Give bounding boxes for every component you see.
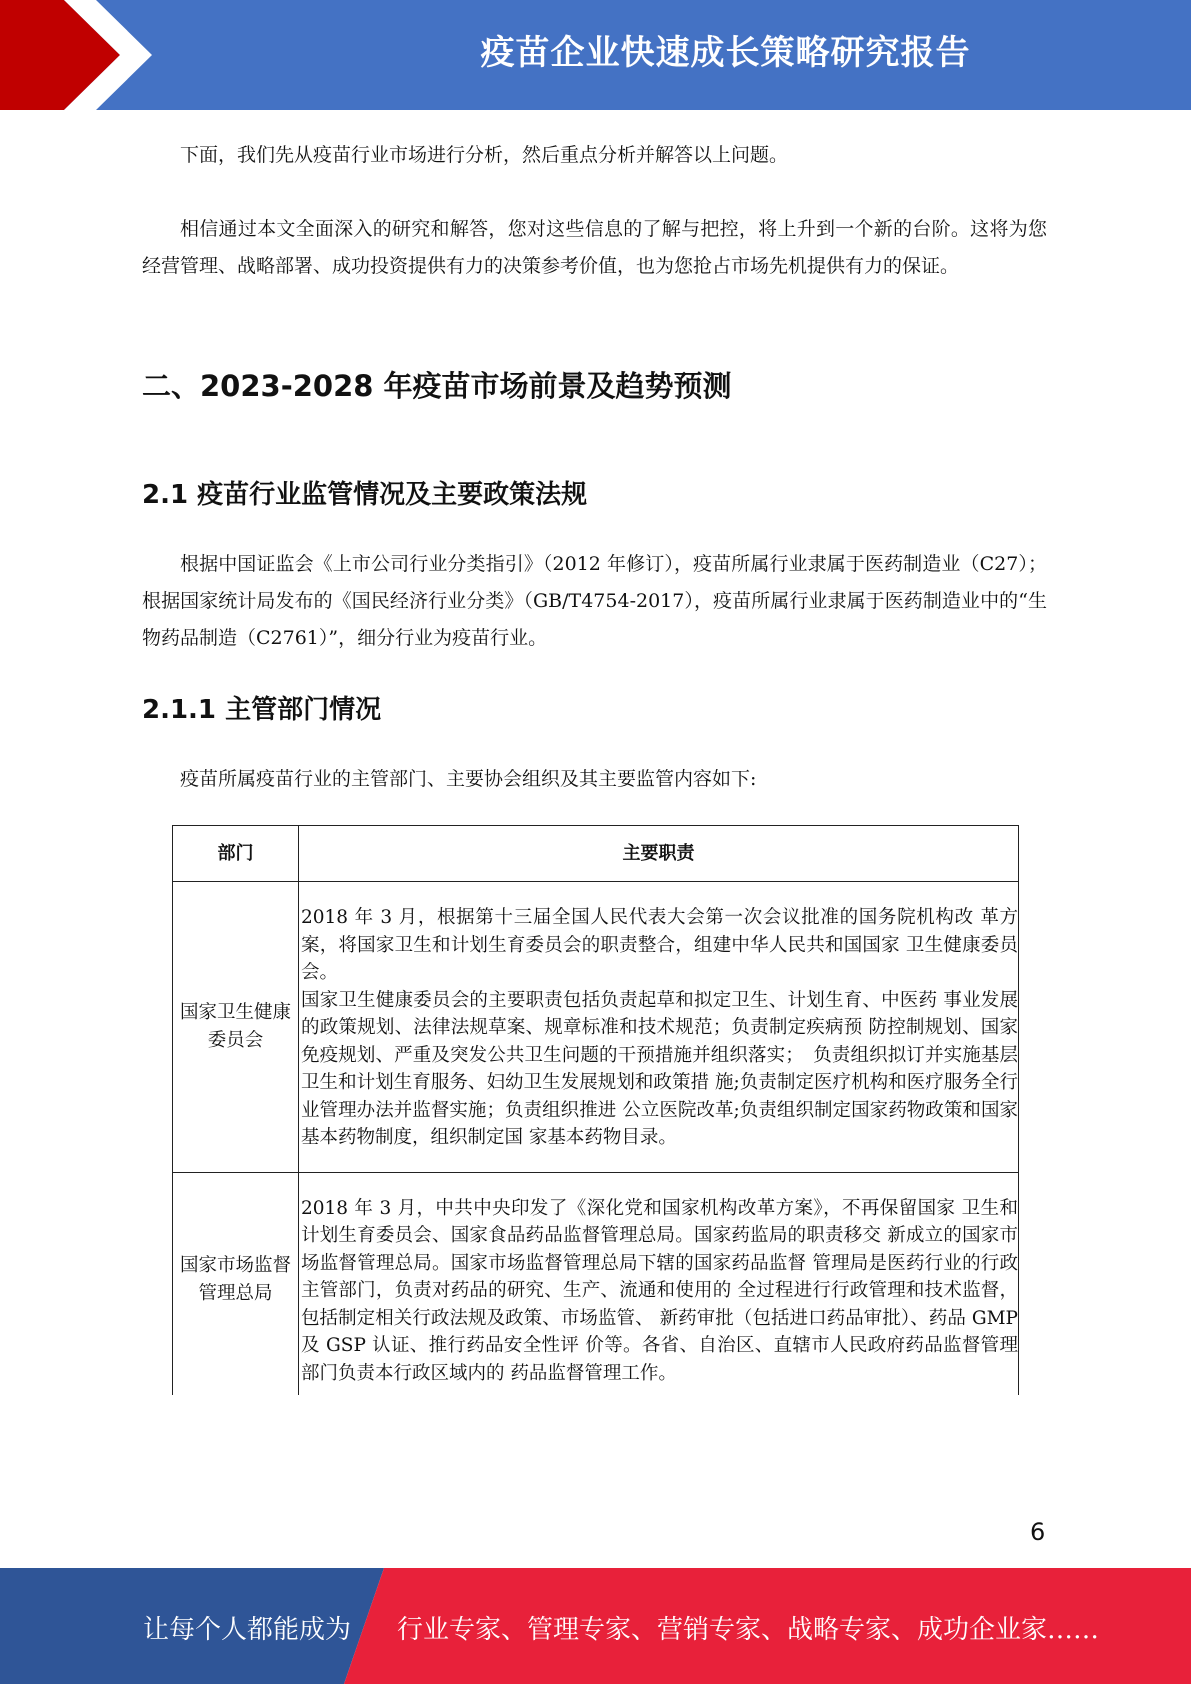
authorities-table [172,825,1019,1395]
subsection-heading: 2.1 疫苗行业监管情况及主要政策法规 [142,480,588,510]
intro-paragraph-1: 下面，我们先从疫苗行业市场进行分析，然后重点分析并解答以上问题。 [180,144,789,166]
classification-paragraph: 根据中国证监会《上市公司行业分类指引》（2012 年修订），疫苗所属行业隶属于医药制造业（C27）；根据国家统计局发布的《国民经济行业分类》（GB/T4754-2017），疫苗所属行业隶属于医药制造业中的“生物药品制造（C2761）”，细分行业为疫苗行业。 [142,553,1047,649]
dept-cell: 国家市场监督管理总局 [173,1172,299,1395]
footer-slogan-right: 行业专家、管理专家、营销专家、战略专家、成功企业家…… [397,1615,1100,1645]
header-duty: 主要职责 [299,826,1019,882]
table-row [173,882,1019,1173]
duty-text: 2018 年 3 月，中共中央印发了《深化党和国家机构改革方案》，不再保留国家 卫生和计划生育委员会、国家食品药品监督管理总局。国家药监局的职责移交 新成立的国家市场监督管理总局。国家市场监督管理总局下辖的国家药品监督 管理局是医药行业的行政主管部门，负责对药品的研究、生产、流通和使用的 全过程进行行政管理和技术监督，包括制定相关行政法规及政策、市场监管、 新药审批（包括进口药品审批）、药品 GMP 及 GSP 认证、推行药品安全性评 价等。各省、自治区、直辖市人民政府药品监督管理部门负责本行政区域内的 药品监督管理工作。 [301,1197,1018,1384]
duty-text: 2018 年 3 月，根据第十三届全国人民代表大会第一次会议批准的国务院机构改 革方案，将国家卫生和计划生育委员会的职责整合，组建中华人民共和国国家 卫生健康委员会。 国家卫生健康委员会的主要职责包括负责起草和拟定卫生、计划生育、中医药 事业发展的政策规划、法律法规草案、规章标准和技术规范；负责制定疾病预 防控制规划、国家免疫规划、严重及突发公共卫生问题的干预措施并组织落实； 负责组织拟订并实施基层卫生和计划生育服务、妇幼卫生发展规划和政策措 施;负责制定医疗机构和医疗服务全行业管理办法并监督实施；负责组织推进 公立医院改革;负责组织制定国家药物政策和国家基本药物制度，组织制定国 家基本药物目录。 [301,907,1018,1148]
duty-cell [299,1172,1019,1395]
table-header-row [173,826,1019,882]
header-arrow-icon [0,0,160,110]
subsubsection-heading: 2.1.1 主管部门情况 [142,695,382,725]
page-footer [0,1568,1191,1684]
table-row [173,1172,1019,1395]
footer-slogan-left: 让每个人都能成为 [143,1615,352,1645]
page-number: 6 [1030,1518,1046,1546]
dept-cell: 国家卫生健康委员会 [173,882,299,1173]
table-intro-paragraph: 疫苗所属疫苗行业的主管部门、主要协会组织及其主要监管内容如下: [180,768,757,790]
section-heading: 二、2023-2028 年疫苗市场前景及趋势预测 [142,369,732,403]
page-header [0,0,1191,110]
report-title: 疫苗企业快速成长策略研究报告 [480,33,971,73]
header-dept: 部门 [173,826,299,882]
duty-cell [299,882,1019,1173]
intro-paragraph-2: 相信通过本文全面深入的研究和解答，您对这些信息的了解与把控，将上升到一个新的台阶。这将为您经营管理、战略部署、成功投资提供有力的决策参考价值，也为您抢占市场先机提供有力的保证。 [142,218,1047,277]
